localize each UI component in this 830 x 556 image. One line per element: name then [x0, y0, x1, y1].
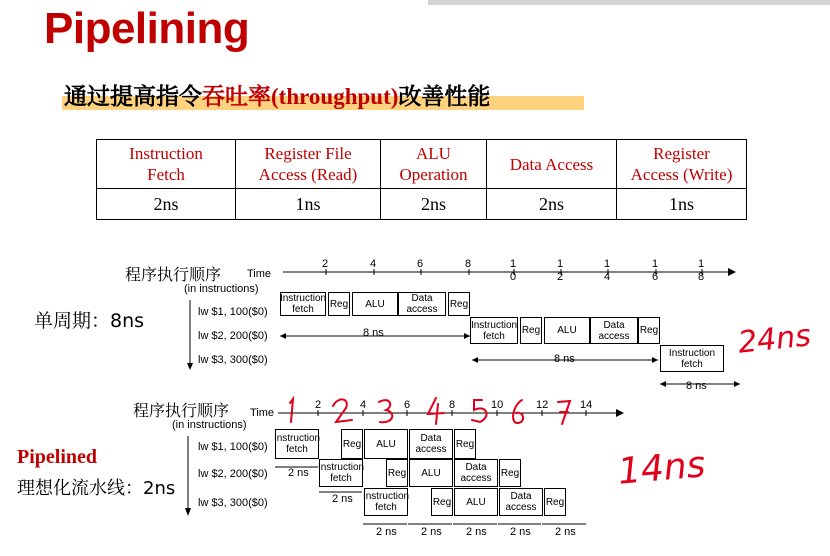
table-header-cell: Instruction Fetch: [97, 140, 236, 189]
single-r1-alu: ALU: [352, 292, 398, 316]
single-tick: 1 8: [698, 258, 705, 283]
pipe-r3-data: Data access: [499, 488, 543, 516]
pipe-duration-3: 2 ns: [376, 526, 397, 538]
single-instr-3: lw $3, 300($0): [198, 354, 268, 366]
pipe-r3-fetch: Instruction fetch: [364, 488, 408, 516]
table-value-cell: 1ns: [236, 189, 381, 220]
single-duration-2: 8 ns: [554, 353, 575, 365]
single-tick: 4: [370, 258, 377, 270]
pipe-r1-reg-read: Reg: [341, 429, 363, 459]
handwritten-tick-marks: [290, 398, 570, 424]
pipe-order-label: 程序执行顺序: [133, 401, 230, 420]
single-tick: 1 6: [652, 258, 659, 283]
table-value-cell: 2ns: [97, 189, 236, 220]
single-instr-1: lw $1, 100($0): [198, 306, 268, 318]
pipe-instr-2: lw $2, 200($0): [198, 468, 268, 480]
single-r1-fetch: Instruction fetch: [279, 293, 327, 315]
table-value-cell: 2ns: [381, 189, 487, 220]
single-time-label: Time: [247, 268, 272, 280]
single-order-label: 程序执行顺序: [125, 265, 222, 284]
handwritten-24ns: 24ns: [736, 318, 813, 361]
pipe-r1-alu: ALU: [364, 429, 408, 459]
pipe-r1-reg-write: Reg: [454, 429, 476, 459]
pipe-r2-data: Data access: [454, 459, 498, 487]
pipe-r2-reg-write: Reg: [499, 459, 521, 487]
pipe-instr-3: lw $3, 300($0): [198, 497, 268, 509]
pipe-r1-fetch: Instruction fetch: [275, 429, 319, 459]
pipe-tick: 4: [360, 399, 367, 411]
pipe-r2-alu: ALU: [409, 459, 453, 487]
pipe-time-label: Time: [250, 407, 275, 419]
pipe-r3-reg-write: Reg: [544, 488, 566, 516]
single-instr-2: lw $2, 200($0): [198, 330, 268, 342]
single-cycle-label: 单周期：8ns: [34, 310, 145, 332]
pipe-duration-1: 2 ns: [288, 467, 309, 479]
single-tick: 2: [322, 258, 329, 270]
pipe-duration-7: 2 ns: [555, 526, 576, 538]
single-r3-fetch: Instruction fetch: [660, 345, 724, 372]
pipe-duration-4: 2 ns: [421, 526, 442, 538]
subtitle-keyword: 吞吐率: [202, 84, 271, 110]
single-r2-data: Data access: [590, 317, 638, 344]
single-tick: 6: [417, 258, 424, 270]
single-r1-reg-write: Reg: [448, 292, 470, 316]
single-tick: 8: [465, 258, 472, 270]
pipe-duration-2: 2 ns: [332, 493, 353, 505]
single-duration-1: 8 ns: [363, 327, 384, 339]
pipe-r1-data: Data access: [409, 429, 453, 459]
table-header-cell: Register Access (Write): [617, 140, 747, 189]
table-value-cell: 1ns: [617, 189, 747, 220]
pipe-duration-6: 2 ns: [510, 526, 531, 538]
pipe-duration-5: 2 ns: [466, 526, 487, 538]
single-duration-3: 8 ns: [686, 380, 707, 392]
pipe-r3-reg-read: Reg: [431, 488, 453, 516]
subtitle-part4: 改善性能: [398, 84, 491, 110]
pipe-tick: 10: [491, 399, 504, 411]
pipe-tick: 8: [449, 399, 456, 411]
single-tick: 1 2: [557, 258, 564, 283]
single-r1-data: Data access: [398, 292, 446, 316]
pipe-tick: 14: [580, 399, 593, 411]
single-in-instructions: (in instructions): [184, 283, 259, 295]
single-r2-fetch: Instruction fetch: [470, 317, 518, 344]
single-time-arrowhead: [728, 268, 736, 276]
pipe-in-instructions: (in instructions): [172, 419, 247, 431]
pipe-tick: 2: [315, 399, 322, 411]
single-r2-reg-read: Reg: [520, 317, 542, 344]
table-header-cell: Register File Access (Read): [236, 140, 381, 189]
table-header-cell: ALU Operation: [381, 140, 487, 189]
handwritten-14ns: 14ns: [616, 444, 708, 493]
pipelined-ideal-label: 理想化流水线：2ns: [17, 478, 176, 499]
pipe-tick: 6: [404, 399, 411, 411]
single-r2-alu: ALU: [544, 317, 590, 344]
pipe-tick: 12: [536, 399, 549, 411]
pipe-instr-1: lw $1, 100($0): [198, 441, 268, 453]
table-value-cell: 2ns: [487, 189, 617, 220]
single-r2-reg-write: Reg: [638, 317, 660, 344]
pipe-time-arrowhead: [616, 409, 624, 417]
single-tick: 1 4: [604, 258, 611, 283]
subtitle-throughput: (throughput): [271, 84, 399, 109]
subtitle-part1: 通过提高指令: [64, 84, 202, 110]
slide-title: Pipelining: [44, 4, 250, 53]
pipelined-label: Pipelined: [17, 446, 98, 468]
table-header-cell: Data Access: [487, 140, 617, 189]
pipe-r2-fetch: Instruction fetch: [319, 459, 363, 487]
pipe-r2-reg-read: Reg: [386, 459, 408, 487]
single-r1-reg-read: Reg: [328, 292, 350, 316]
single-tick: 1 0: [510, 258, 517, 283]
pipe-r3-alu: ALU: [454, 488, 498, 516]
